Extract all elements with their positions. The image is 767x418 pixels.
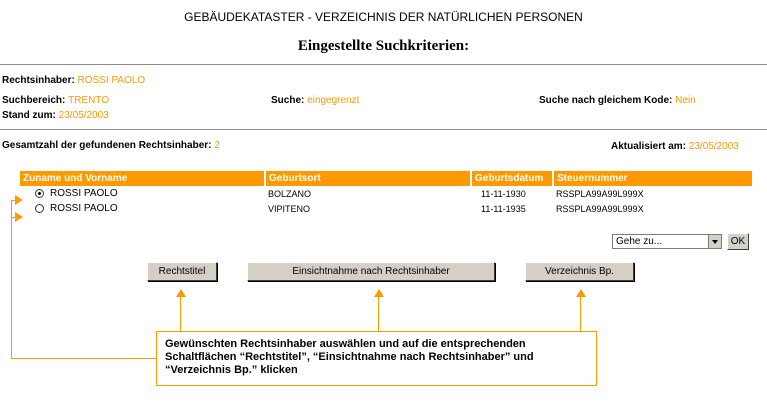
owner-criterion (2, 75, 145, 86)
area-value: TRENTO (68, 95, 110, 106)
ok-button[interactable]: OK (727, 233, 749, 250)
birthdate-cell: 11-11-1935 (481, 203, 526, 214)
owner-radio-selected[interactable] (35, 189, 44, 198)
date-value: 23/05/2003 (58, 110, 109, 121)
owner-value: ROSSI PAOLO (77, 75, 146, 86)
search-label: Suche: (271, 95, 305, 106)
annotation-line (180, 296, 181, 331)
page-title: GEBÄUDEKATASTER - VERZEICHNIS DER NATÜRLICHEN PERSONEN (184, 10, 583, 24)
name-cell (20, 201, 265, 216)
goto-select[interactable] (612, 234, 722, 249)
total-value: 2 (214, 140, 220, 151)
column-header-birthdate: Geburtsdatum (471, 171, 553, 186)
column-header-taxcode: Steuernummer (553, 171, 752, 186)
annotation-line (378, 296, 379, 331)
chevron-down-icon[interactable] (708, 235, 721, 248)
instruction-callout: Gewünschten Rechtsinhaber auswählen und auf die entsprechenden Schaltflächen “Rechtstitel”, “Einsichtnahme nach Rechtsinhaber” und “Verzeichnis Bp.” klicken (156, 331, 597, 386)
samecode-criterion (539, 95, 696, 106)
owner-name: ROSSI PAOLO (50, 188, 118, 199)
arrow-up-icon (176, 289, 186, 297)
arrow-right-icon (15, 195, 23, 205)
birthplace-cell: VIPITENO (268, 203, 311, 214)
updated-label: Aktualisiert am: (611, 141, 687, 152)
column-header-name: Zuname und Vorname (20, 171, 265, 186)
owner-label: Rechtsinhaber: (2, 75, 75, 86)
table-row[interactable] (20, 186, 752, 201)
updated-value: 23/05/2003 (688, 141, 739, 152)
date-label: Stand zum: (2, 110, 56, 121)
owner-radio[interactable] (35, 204, 44, 213)
taxcode-cell: RSSPLA99A99L999X (556, 203, 644, 214)
taxcode-cell: RSSPLA99A99L999X (556, 188, 644, 199)
arrow-up-icon (374, 289, 384, 297)
einsichtnahme-button[interactable]: Einsichtnahme nach Rechtsinhaber (247, 262, 495, 281)
column-header-birthplace: Geburtsort (265, 171, 471, 186)
name-cell (20, 186, 265, 201)
total-label: Gesamtzahl der gefundenen Rechtsinhaber: (2, 140, 212, 151)
results-table (20, 171, 752, 216)
divider (0, 64, 767, 65)
table-header-row (20, 171, 752, 186)
area-criterion (2, 95, 109, 106)
table-row[interactable] (20, 201, 752, 216)
divider (0, 129, 767, 130)
search-criteria-heading: Eingestellte Suchkriterien: (297, 38, 470, 54)
birthdate-cell: 11-11-1930 (481, 188, 526, 199)
goto-selected-value: Gehe zu... (616, 236, 663, 247)
arrow-up-icon (576, 289, 586, 297)
annotation-line (580, 296, 581, 331)
samecode-value: Nein (675, 95, 696, 106)
birthplace-cell: BOLZANO (268, 188, 312, 199)
annotation-line (11, 358, 157, 359)
date-criterion (2, 110, 109, 121)
arrow-right-icon (15, 212, 23, 222)
total-count (2, 140, 220, 151)
owner-name: ROSSI PAOLO (50, 203, 118, 214)
annotation-line (11, 200, 12, 359)
search-value: eingegrenzt (307, 95, 360, 106)
area-label: Suchbereich: (2, 95, 66, 106)
rechtstitel-button[interactable]: Rechtstitel (147, 262, 217, 281)
updated-date (611, 141, 739, 152)
verzeichnis-button[interactable]: Verzeichnis Bp. (525, 262, 634, 281)
search-criterion (271, 95, 359, 106)
samecode-label: Suche nach gleichem Kode: (539, 95, 673, 106)
